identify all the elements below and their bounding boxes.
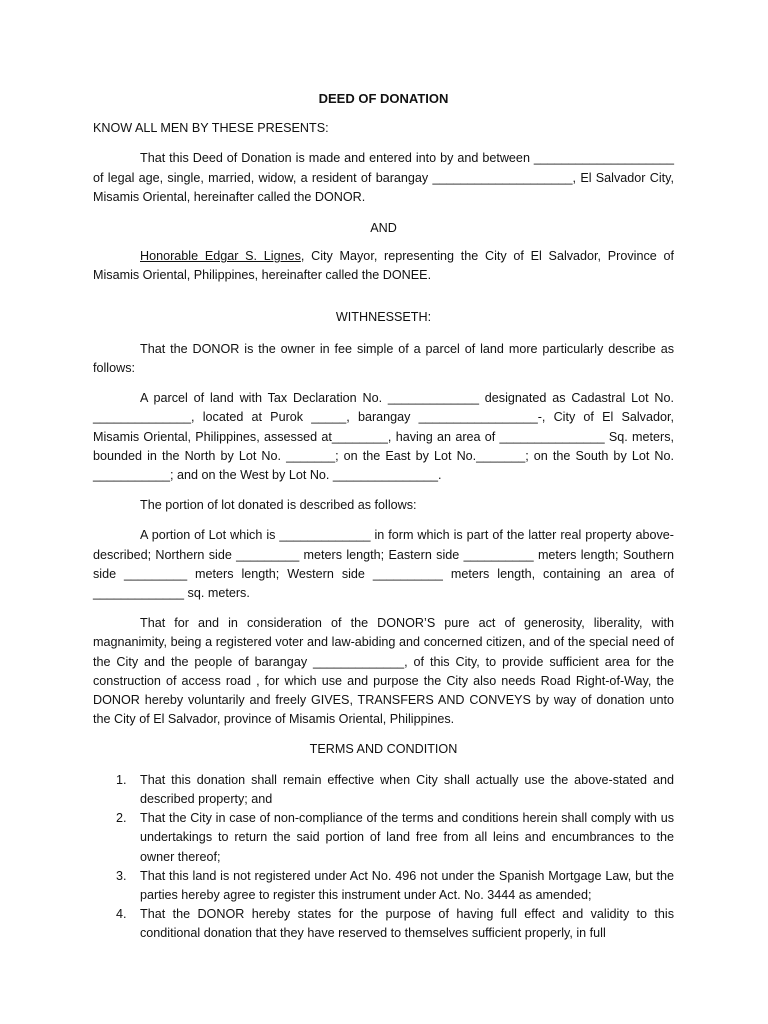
consideration-paragraph: That for and in consideration of the DONOR’S pure act of generosity, liberality, with magnanimity, being a registered voter and law-abiding and concerned citizen, and of the special need of the City and the people of barangay _____________, of this City, to provide sufficient area for the construction of access road , for which use and purpose the City also needs Road Right-of-Way, the DONOR hereby voluntarily and freely GIVES, TRANSFERS AND CONVEYS by way of donation unto the City of El Salvador, province of Misamis Oriental, Philippines. xyxy=(93,616,674,727)
list-item-number: 2. xyxy=(116,811,127,826)
portion-description-paragraph: A portion of Lot which is _____________ in form which is part of the latter real property above-described; Northern side _________ meters length; Eastern side __________ meters length; Southern side _________ meters length; Western side __________ meters length, containing an area of _____________ sq. meters. xyxy=(93,528,674,601)
opening-line: KNOW ALL MEN BY THESE PRESENTS: xyxy=(93,121,329,136)
list-item xyxy=(93,809,674,867)
list-item xyxy=(93,771,674,809)
and-label: AND xyxy=(370,221,397,236)
donee-paragraph xyxy=(93,247,674,285)
document-page xyxy=(93,82,674,944)
donee-text: , City Mayor, representing the City of El Salvador, Province of Misamis Oriental, Philippines, hereinafter called the DONEE. xyxy=(93,249,674,283)
list-item-text: That this donation shall remain effective when City shall actually use the above-stated and described property; and xyxy=(140,772,674,806)
list-item xyxy=(93,905,674,943)
terms-heading: TERMS AND CONDITION xyxy=(309,742,458,757)
list-item-text: That this land is not registered under Act No. 496 not under the Spanish Mortgage Law, but the parties hereby agree to register this instrument under Act. No. 3444 as amended; xyxy=(140,868,674,902)
terms-list xyxy=(93,771,674,944)
list-item-number: 1. xyxy=(116,772,127,787)
document-title: DEED OF DONATION xyxy=(318,91,449,106)
list-item-number: 4. xyxy=(116,907,127,922)
witnesseth-heading: WITHNESSETH: xyxy=(335,309,432,324)
ownership-paragraph: That the DONOR is the owner in fee simple of a parcel of land more particularly describe as follows: xyxy=(93,341,674,376)
donor-paragraph: That this Deed of Donation is made and entered into by and between ____________________ of legal age, single, married, widow, a resident of barangay ____________________, El Salvador City, Misamis Oriental, hereinafter called the DONOR. xyxy=(93,151,674,204)
list-item-text: That the DONOR hereby states for the purpose of having full effect and validity to this conditional donation that they have reserved to themselves sufficient properly, in full xyxy=(140,907,674,941)
donee-name: Honorable Edgar S. Lignes xyxy=(140,249,301,264)
portion-intro-paragraph: The portion of lot donated is described as follows: xyxy=(140,498,417,513)
list-item-text: That the City in case of non-compliance of the terms and conditions herein shall comply with us undertakings to return the said portion of land free from all leins and encumbrances to the owner thereof; xyxy=(140,811,674,864)
list-item xyxy=(93,867,674,905)
list-item-number: 3. xyxy=(116,868,127,883)
parcel-description-paragraph: A parcel of land with Tax Declaration No. _____________ designated as Cadastral Lot No. ______________, located at Purok _____, barangay _________________-, City of El Salvador, Misamis Oriental, Philippines, assessed at________, having an area of _______________ Sq. meters, bounded in the North by Lot No. _______; on the East by Lot No._______; on the South by Lot No. ___________; and on the West by Lot No. _______________. xyxy=(93,391,674,483)
